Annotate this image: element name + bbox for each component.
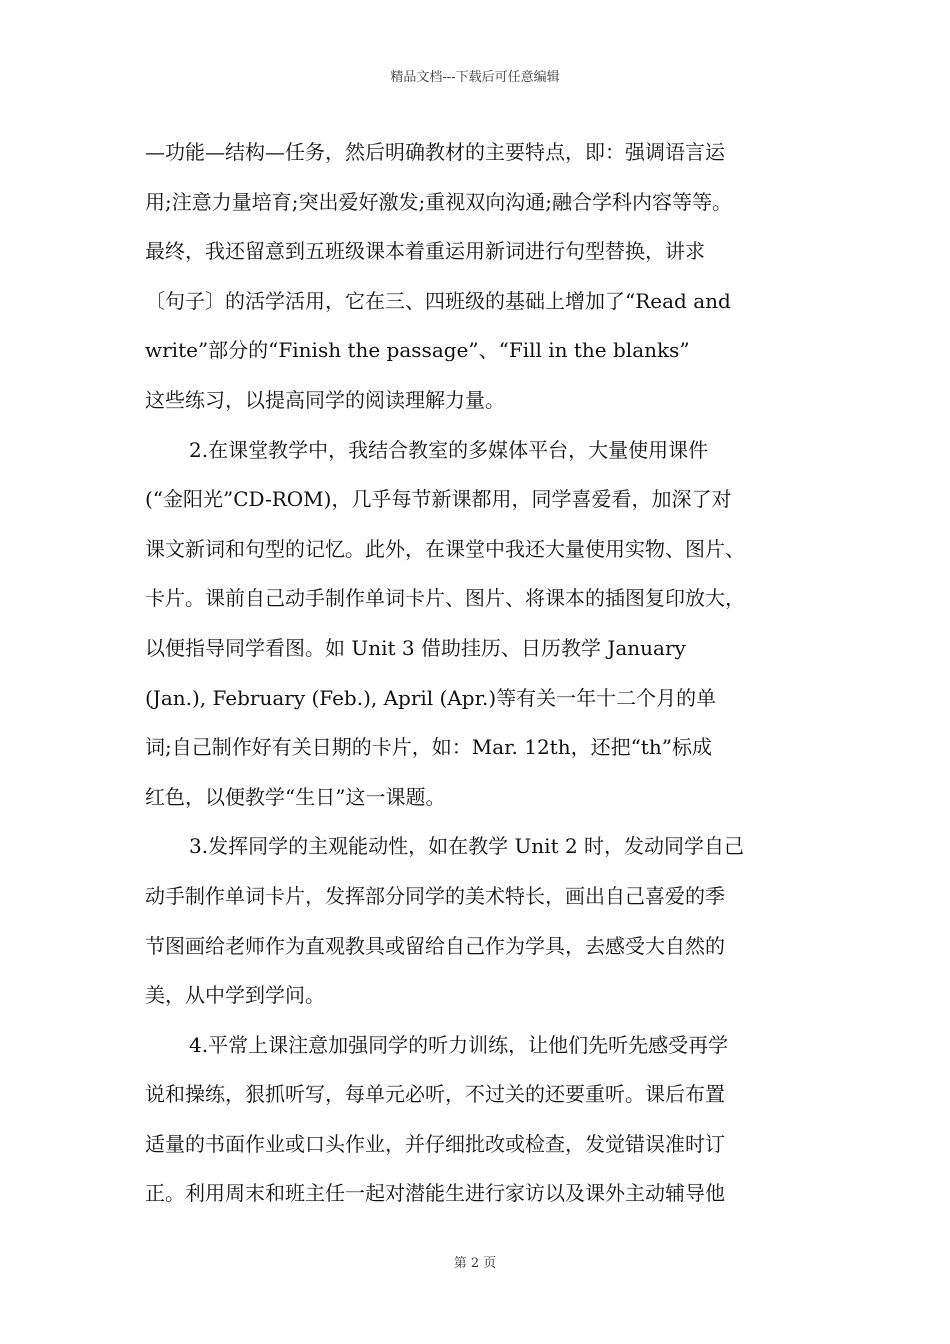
paragraph-3-start: 3.发挥同学的主观能动性，如在教学 Unit 2 时，发动同学自己	[189, 834, 745, 859]
text-line: 课文新词和句型的记忆。此外，在课堂中我还大量使用实物、图片、	[145, 536, 745, 561]
page-number: 第 2 页	[453, 1256, 497, 1271]
text-line: 适量的书面作业或口头作业，并仔细批改或检查，发觉错误准时订	[145, 1131, 725, 1156]
text-line: 这些练习，以提高同学的阅读理解力量。	[145, 387, 505, 412]
text-line: 〔句子〕的活学活用，它在三、四班级的基础上增加了“Read and	[145, 288, 731, 313]
text-line: 说和操练，狠抓听写，每单元必听，不过关的还要重听。课后布置	[145, 1082, 725, 1107]
text-line: 红色，以便教学“生日”这一课题。	[145, 784, 446, 809]
paragraph-4-start: 4.平常上课注意加强同学的听力训练，让他们先听先感受再学	[189, 1032, 729, 1057]
body-text	[145, 128, 810, 1219]
paragraph-2-start: 2.在课堂教学中，我结合教室的多媒体平台，大量使用课件	[189, 437, 709, 462]
text-line: 用;注意力量培育;突出爱好激发;重视双向沟通;融合学科内容等等。	[145, 189, 732, 214]
text-line: 节图画给老师作为直观教具或留给自己作为学具，去感受大自然的	[145, 933, 725, 958]
text-line: 词;自己制作好有关日期的卡片，如：Mar. 12th，还把“th”标成	[145, 735, 712, 760]
text-line: 动手制作单词卡片，发挥部分同学的美术特长，画出自己喜爱的季	[145, 883, 725, 908]
text-line: 以便指导同学看图。如 Unit 3 借助挂历、日历教学 January	[145, 635, 686, 660]
text-line: —功能—结构—任务，然后明确教材的主要特点，即：强调语言运	[145, 140, 725, 164]
text-line: 美，从中学到学问。	[145, 983, 325, 1008]
text-line: 最终，我还留意到五班级课本着重运用新词进行句型替换，讲求	[145, 239, 705, 264]
text-line: (“金阳光”CD-ROM)，几乎每节新课都用，同学喜爱看，加深了对	[145, 487, 732, 512]
text-line: 正。利用周末和班主任一起对潜能生进行家访以及课外主动辅导他	[145, 1181, 725, 1206]
page-header: 精品文档---下载后可任意编辑	[390, 70, 560, 85]
text-line: (Jan.), February (Feb.), April (Apr.)等有关一年十二个月的单	[145, 685, 717, 710]
text-line: write”部分的“Finish the passage”、“Fill in the blanks”	[145, 338, 690, 363]
text-line: 卡片。课前自己动手制作单词卡片、图片、将课本的插图复印放大，	[145, 586, 745, 611]
